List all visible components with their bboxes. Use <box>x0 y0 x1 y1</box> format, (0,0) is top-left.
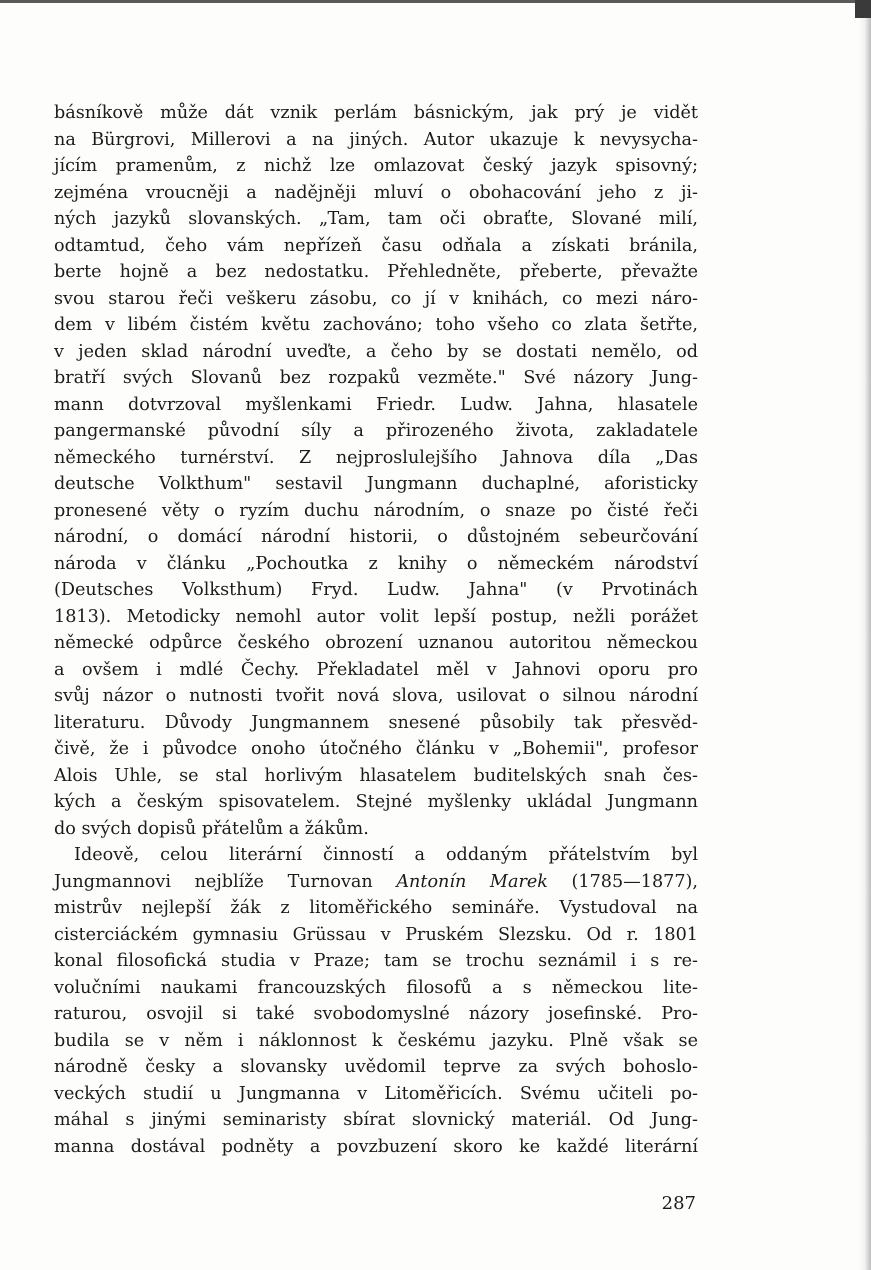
text-line: v jeden sklad národní uveďte, a čeho by se dostati nemělo, od <box>54 341 698 362</box>
text-line: (Deutsches Volksthum) Fryd. Ludw. Jahna" (v Prvotinách <box>54 580 698 600</box>
text-line: kých a českým spisovatelem. Stejné myšlenky ukládal Jungmann <box>54 792 698 812</box>
text-line: konal filosofická studia v Praze; tam se trochu seznámil i s re- <box>54 951 698 971</box>
text-line: na Bürgrovi, Millerovi a na jiných. Autor ukazuje k nevysycha- <box>54 129 698 150</box>
text-line: literaturu. Důvody Jungmannem snesené působily tak přesvěd- <box>54 712 698 733</box>
text-line: a ovšem i mdlé Čechy. Překladatel měl v Jahnovi oporu pro <box>54 659 698 680</box>
person-name-italic: Antonín Marek <box>396 871 548 892</box>
text-line: raturou, osvojil si také svobodomyslné názory josefinské. Pro- <box>54 1004 698 1024</box>
text-line: máhal s jinými seminaristy sbírat slovnický materiál. Od Jung- <box>54 1110 698 1130</box>
text-line: veckých studií u Jungmanna v Litoměřicích. Svému učiteli po- <box>54 1083 698 1104</box>
paragraph-first-line: Ideově, celou literární činností a oddaným přátelstvím byl <box>74 845 698 865</box>
text-line: zejména vroucněji a nadějněji mluví o obohacování jeho z ji- <box>54 182 698 203</box>
text-line: volučními naukami francouzských filosofů a s německou lite- <box>54 977 698 998</box>
text-line: berte hojně a bez nedostatku. Přehledněte, přeberte, převažte <box>54 262 698 282</box>
text-line: 1813). Metodicky nemohl autor volit lepší postup, nežli porážet <box>54 606 698 627</box>
text-line: svou starou řeči veškeru zásobu, co jí v knihách, co mezi náro- <box>54 288 698 309</box>
text-line: budila se v něm i náklonnost k českému jazyku. Plně však se <box>54 1030 698 1051</box>
text-line: národa v článku „Pochoutka z knihy o německém národství <box>54 553 698 574</box>
text-line: čivě, že i původce onoho útočného článku v „Bohemii", profesor <box>54 739 698 759</box>
page-number: 287 <box>661 1193 696 1214</box>
text-line: cisterciáckém gymnasiu Grüssau v Pruském Slezsku. Od r. 1801 <box>54 924 698 945</box>
text-line: deutsche Volkthum" sestavil Jungmann duchaplné, aforisticky <box>54 474 698 494</box>
text-line: do svých dopisů přátelům a žákům. <box>54 818 369 839</box>
text-line: pangermanské původní síly a přirozeného života, zakladatele <box>54 421 698 441</box>
text-line: dem v libém čistém květu zachováno; toho všeho co zlata šetřte, <box>54 315 698 335</box>
text-line: jícím pramenům, z nichž lze omlazovat český jazyk spisovný; <box>54 156 698 176</box>
scan-top-edge <box>0 0 871 3</box>
text-line: manna dostával podněty a povzbuzení skoro ke každé literární <box>54 1136 698 1157</box>
text-line: národně česky a slovansky uvědomil teprve za svých bohoslo- <box>54 1057 698 1077</box>
text-line: mistrův nejlepší žák z litoměřického semináře. Vystudoval na <box>54 898 698 918</box>
text-line: svůj názor o nutnosti tvořit nová slova, usilovat o silnou národní <box>54 686 698 706</box>
text-line: odtamtud, čeho vám nepřízeň času odňala a získati bránila, <box>54 235 698 256</box>
text-line: pronesené věty o ryzím duchu národním, o snaze po čisté řeči <box>54 500 698 521</box>
text-line: německého turnérství. Z nejproslulejšího Jahnova díla „Das <box>54 447 698 468</box>
scan-right-edge-shadow <box>857 0 871 1270</box>
text-segment: Jungmannovi nejblíže Turnovan <box>54 871 397 892</box>
text-line: básníkově může dát vznik perlám básnickým, jak prý je vidět <box>54 103 698 123</box>
scan-corner-shadow <box>855 0 871 18</box>
text-line: bratří svých Slovanů bez rozpaků vezměte." Své názory Jung- <box>54 368 698 388</box>
text-line: ných jazyků slovanských. „Tam, tam oči obraťte, Slované milí, <box>54 209 698 229</box>
text-line <box>54 869 698 896</box>
text-line: německé odpůrce českého obrození uznanou autoritou německou <box>54 633 698 653</box>
text-line: Alois Uhle, se stal horlivým hlasatelem buditelských snah čes- <box>54 765 698 786</box>
body-text <box>54 100 698 1160</box>
text-line: národní, o domácí národní historii, o důstojném sebeurčování <box>54 527 698 547</box>
text-segment: (1785—1877), <box>547 871 698 892</box>
text-line: mann dotvrzoval myšlenkami Friedr. Ludw. Jahna, hlasatele <box>54 394 698 415</box>
